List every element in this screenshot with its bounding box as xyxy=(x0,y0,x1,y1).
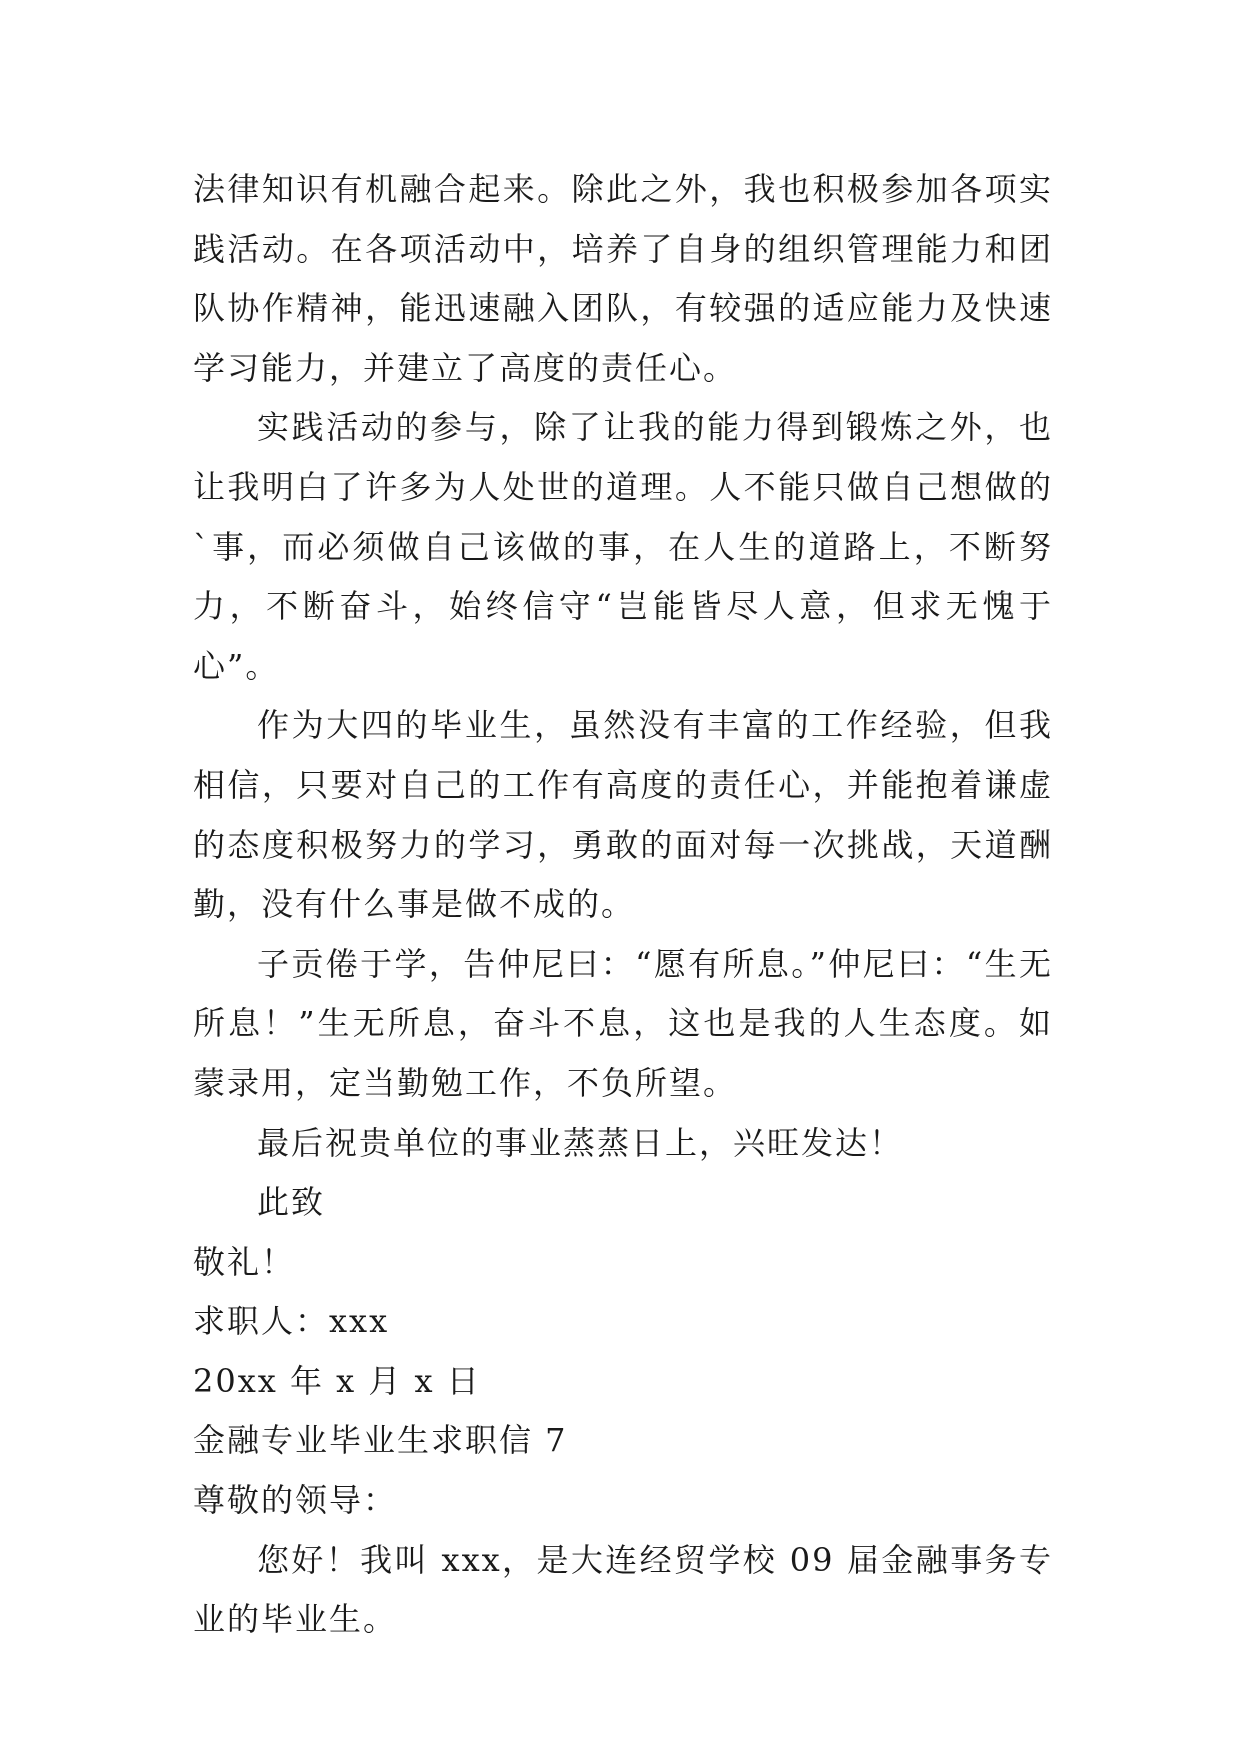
salute: 敬礼！ xyxy=(193,1242,296,1281)
paragraph-opening: 您好！我叫 xxx，是大连经贸学校 09 届金融事务专业的毕业生。 xyxy=(193,1540,1053,1639)
paragraph-practice: 实践活动的参与，除了让我的能力得到锻炼之外，也让我明白了许多为人处世的道理。人不能只做自己想做的`事，而必须做自己该做的事，在人生的道路上，不断努力，不断奋斗，始终信守“岂能皆尽人意，但求无愧于心”。 xyxy=(193,408,1053,685)
greeting: 尊敬的领导： xyxy=(193,1481,398,1520)
letter-body xyxy=(193,160,1053,1650)
paragraph-quote: 子贡倦于学，告仲尼曰：“愿有所息。”仲尼曰：“生无所息！”生无所息，奋斗不息，这也是我的人生态度。如蒙录用，定当勤勉工作，不负所望。 xyxy=(193,944,1053,1102)
next-letter-title: 金融专业毕业生求职信 7 xyxy=(193,1421,568,1460)
paragraph-graduate: 作为大四的毕业生，虽然没有丰富的工作经验，但我相信，只要对自己的工作有高度的责任心，并能抱着谦虚的态度积极努力的学习，勇敢的面对每一次挑战，天道酬勤，没有什么事是做不成的。 xyxy=(193,706,1053,924)
closing-phrase: 此致 xyxy=(257,1183,326,1222)
signature: 求职人：xxx xyxy=(193,1302,390,1341)
paragraph-wishes: 最后祝贵单位的事业蒸蒸日上，兴旺发达！ xyxy=(257,1123,904,1162)
date: 20xx 年 x 月 x 日 xyxy=(193,1361,481,1400)
paragraph-continuation: 法律知识有机融合起来。除此之外，我也积极参加各项实践活动。在各项活动中，培养了自身的组织管理能力和团队协作精神，能迅速融入团队，有较强的适应能力及快速学习能力，并建立了高度的责任心。 xyxy=(193,170,1053,387)
